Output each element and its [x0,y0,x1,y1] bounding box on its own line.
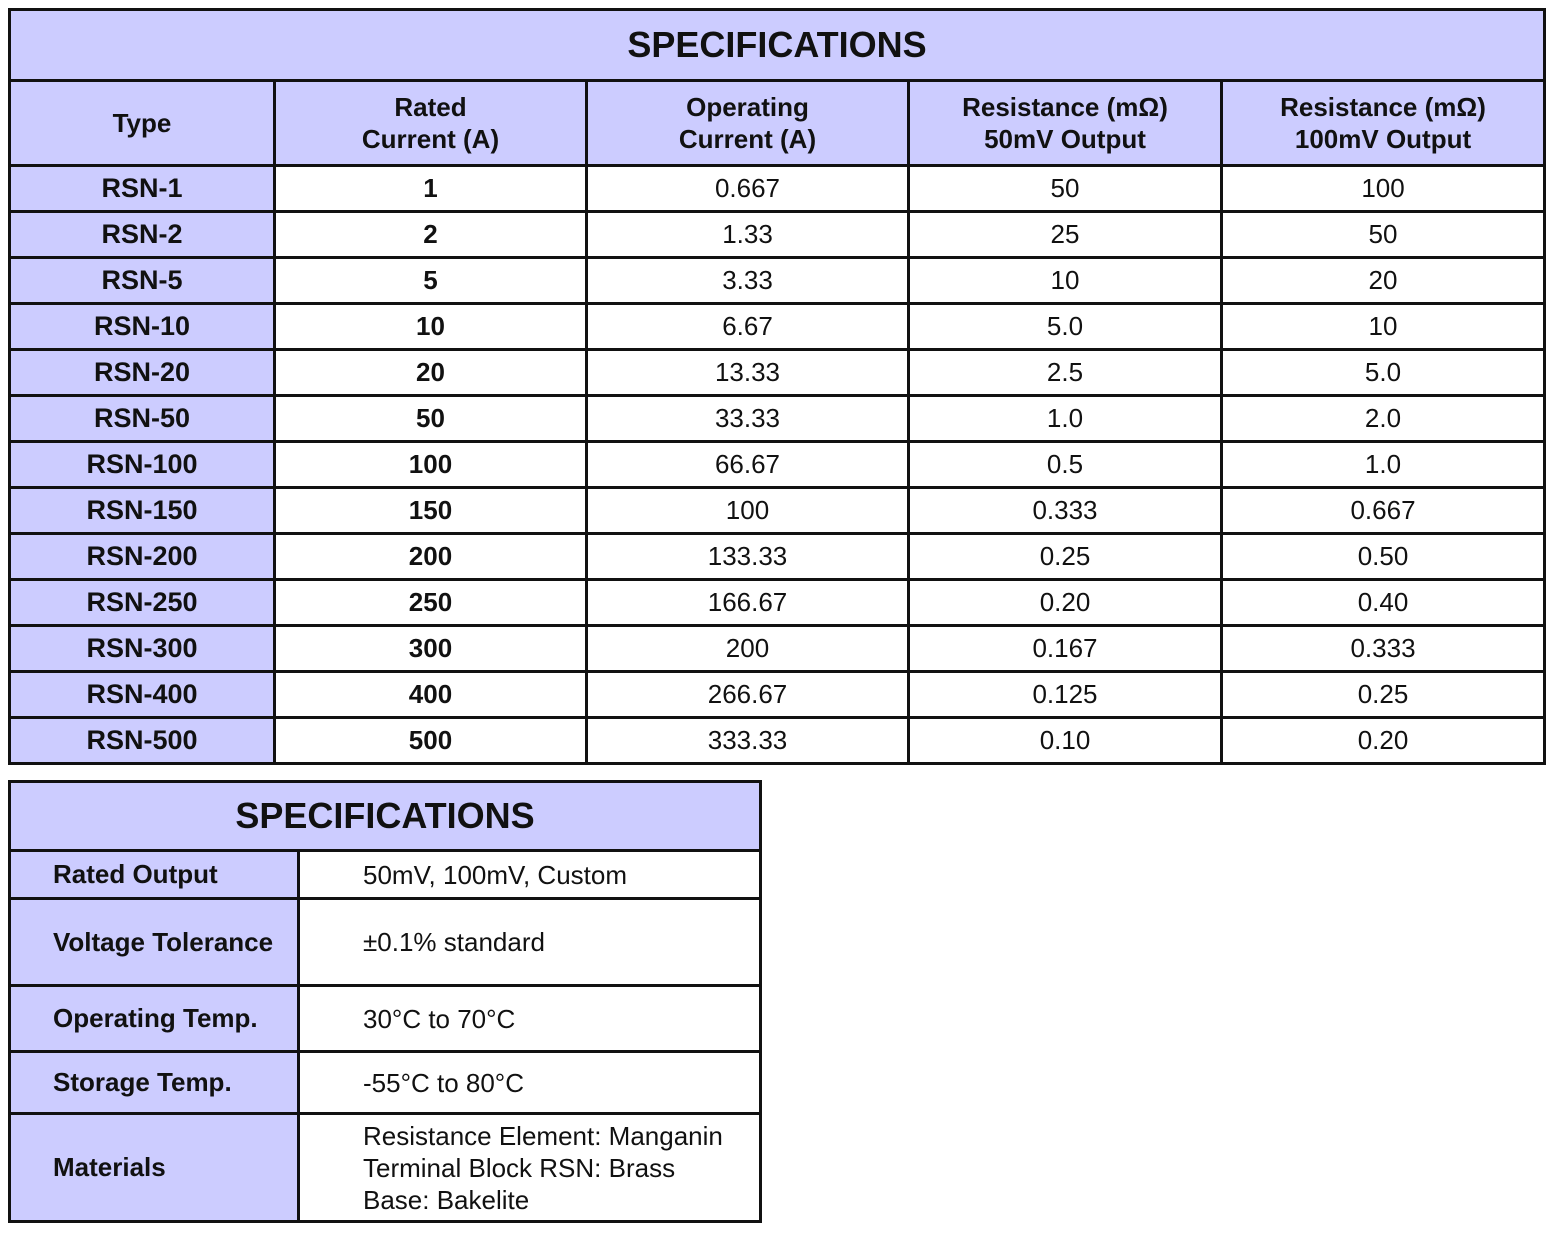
cell-resistance-50mv: 0.5 [909,442,1222,488]
property-label: Operating Temp. [10,986,299,1052]
cell-operating-current: 266.67 [587,672,909,718]
cell-type: RSN-400 [10,672,275,718]
cell-type: RSN-250 [10,580,275,626]
cell-type: RSN-20 [10,350,275,396]
cell-rated-current: 1 [275,166,587,212]
cell-operating-current: 100 [587,488,909,534]
cell-type: RSN-500 [10,718,275,764]
cell-resistance-50mv: 5.0 [909,304,1222,350]
cell-operating-current: 200 [587,626,909,672]
property-value-line: Base: Bakelite [363,1184,530,1215]
cell-rated-current: 20 [275,350,587,396]
cell-rated-current: 400 [275,672,587,718]
cell-resistance-50mv: 10 [909,258,1222,304]
property-value [299,986,761,1052]
cell-rated-current: 250 [275,580,587,626]
header-rated-current: Rated Current (A) [275,81,587,166]
property-label: Rated Output [10,851,299,899]
cell-resistance-50mv: 2.5 [909,350,1222,396]
cell-rated-current: 200 [275,534,587,580]
cell-resistance-100mv: 50 [1222,212,1545,258]
cell-rated-current: 50 [275,396,587,442]
cell-resistance-100mv: 100 [1222,166,1545,212]
header-resistance-50mv: Resistance (mΩ) 50mV Output [909,81,1222,166]
property-value [299,899,761,986]
cell-resistance-50mv: 0.10 [909,718,1222,764]
cell-rated-current: 2 [275,212,587,258]
cell-resistance-50mv: 1.0 [909,396,1222,442]
cell-operating-current: 1.33 [587,212,909,258]
table-row [10,534,1545,580]
cell-resistance-100mv: 0.667 [1222,488,1545,534]
table-row [10,986,761,1052]
cell-operating-current: 33.33 [587,396,909,442]
cell-rated-current: 500 [275,718,587,764]
cell-resistance-100mv: 1.0 [1222,442,1545,488]
cell-operating-current: 166.67 [587,580,909,626]
cell-rated-current: 100 [275,442,587,488]
cell-resistance-50mv: 0.20 [909,580,1222,626]
cell-resistance-50mv: 50 [909,166,1222,212]
cell-type: RSN-200 [10,534,275,580]
property-value [299,851,761,899]
cell-resistance-100mv: 0.40 [1222,580,1545,626]
table-row [10,304,1545,350]
cell-rated-current: 150 [275,488,587,534]
cell-resistance-50mv: 25 [909,212,1222,258]
cell-type: RSN-100 [10,442,275,488]
cell-operating-current: 13.33 [587,350,909,396]
property-value-line: Terminal Block RSN: Brass [363,1152,676,1183]
property-label: Materials [10,1114,299,1222]
cell-operating-current: 6.67 [587,304,909,350]
table-row [10,396,1545,442]
cell-resistance-50mv: 0.125 [909,672,1222,718]
resistor-spec-table [8,8,1546,765]
cell-rated-current: 300 [275,626,587,672]
table-row [10,851,761,899]
table-row [10,350,1545,396]
cell-resistance-50mv: 0.25 [909,534,1222,580]
table-row [10,212,1545,258]
cell-resistance-100mv: 10 [1222,304,1545,350]
property-value-line: Resistance Element: Manganin [363,1120,723,1151]
table-row [10,1052,761,1114]
table-row [10,580,1545,626]
cell-operating-current: 3.33 [587,258,909,304]
table-row [10,1114,761,1222]
cell-operating-current: 66.67 [587,442,909,488]
cell-resistance-100mv: 0.25 [1222,672,1545,718]
general-spec-title: SPECIFICATIONS [10,782,761,851]
spec-table-header-row [10,81,1545,166]
spec-table-title: SPECIFICATIONS [10,10,1545,81]
cell-type: RSN-150 [10,488,275,534]
property-value-line: 30°C to 70°C [363,1003,516,1034]
property-value-line: 50mV, 100mV, Custom [363,859,627,890]
table-row [10,166,1545,212]
property-label: Storage Temp. [10,1052,299,1114]
cell-resistance-100mv: 0.333 [1222,626,1545,672]
header-type: Type [10,81,275,166]
cell-operating-current: 333.33 [587,718,909,764]
cell-type: RSN-10 [10,304,275,350]
cell-resistance-100mv: 20 [1222,258,1545,304]
property-value [299,1052,761,1114]
table-row [10,488,1545,534]
cell-type: RSN-2 [10,212,275,258]
cell-rated-current: 5 [275,258,587,304]
cell-resistance-100mv: 0.50 [1222,534,1545,580]
cell-operating-current: 133.33 [587,534,909,580]
property-value-line: ±0.1% standard [363,927,545,957]
cell-type: RSN-50 [10,396,275,442]
cell-resistance-100mv: 5.0 [1222,350,1545,396]
cell-type: RSN-1 [10,166,275,212]
property-label: Voltage Tolerance [10,899,299,986]
cell-operating-current: 0.667 [587,166,909,212]
header-resistance-100mv: Resistance (mΩ) 100mV Output [1222,81,1545,166]
table-row [10,899,761,986]
general-spec-table [8,780,762,1223]
table-row [10,626,1545,672]
cell-type: RSN-5 [10,258,275,304]
table-row [10,442,1545,488]
table-row [10,672,1545,718]
property-value-line: -55°C to 80°C [363,1067,524,1098]
table-row [10,258,1545,304]
table-row [10,718,1545,764]
header-operating-current: Operating Current (A) [587,81,909,166]
cell-resistance-50mv: 0.333 [909,488,1222,534]
cell-type: RSN-300 [10,626,275,672]
cell-resistance-50mv: 0.167 [909,626,1222,672]
property-value [299,1114,761,1222]
cell-resistance-100mv: 2.0 [1222,396,1545,442]
cell-rated-current: 10 [275,304,587,350]
cell-resistance-100mv: 0.20 [1222,718,1545,764]
